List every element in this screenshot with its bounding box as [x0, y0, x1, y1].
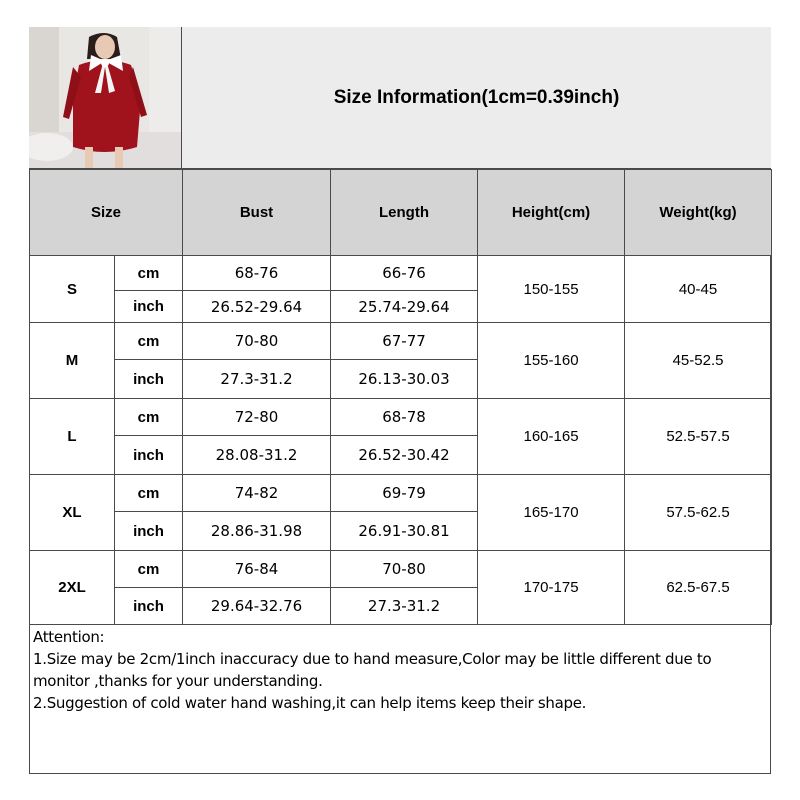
weight-range: 52.5-57.5 — [625, 399, 772, 475]
unit-inch: inch — [115, 360, 183, 399]
height-range: 170-175 — [478, 551, 625, 625]
bust-cm: 74-82 — [183, 475, 331, 512]
length-cm: 70-80 — [331, 551, 478, 588]
bust-cm: 70-80 — [183, 323, 331, 360]
size-table — [29, 169, 772, 625]
height-range: 160-165 — [478, 399, 625, 475]
length-inch: 27.3-31.2 — [331, 588, 478, 625]
unit-cm: cm — [115, 551, 183, 588]
bust-cm: 72-80 — [183, 399, 331, 436]
weight-range: 62.5-67.5 — [625, 551, 772, 625]
bust-cm: 76-84 — [183, 551, 331, 588]
bust-inch: 29.64-32.76 — [183, 588, 331, 625]
unit-inch: inch — [115, 436, 183, 475]
unit-cm: cm — [115, 399, 183, 436]
unit-cm: cm — [115, 256, 183, 291]
size-label: L — [30, 399, 115, 475]
unit-cm: cm — [115, 475, 183, 512]
table-row — [30, 323, 772, 360]
unit-cm: cm — [115, 323, 183, 360]
height-range: 150-155 — [478, 256, 625, 323]
table-row — [30, 551, 772, 588]
bust-inch: 28.08-31.2 — [183, 436, 331, 475]
notes-line-1: 1.Size may be 2cm/1inch inaccuracy due to hand measure,Color may be little different due to monitor ,thanks for your understanding. — [33, 650, 712, 690]
header-weight: Weight(kg) — [625, 170, 772, 256]
title-text: Size Information(1cm=0.39inch) — [333, 86, 620, 108]
unit-inch: inch — [115, 588, 183, 625]
length-cm: 66-76 — [331, 256, 478, 291]
unit-inch: inch — [115, 291, 183, 323]
table-row — [30, 475, 772, 512]
size-label: 2XL — [30, 551, 115, 625]
table-header-row — [30, 170, 772, 256]
bust-inch: 26.52-29.64 — [183, 291, 331, 323]
header-bust: Bust — [183, 170, 331, 256]
height-range: 155-160 — [478, 323, 625, 399]
dress-model-image — [29, 27, 182, 169]
size-label: M — [30, 323, 115, 399]
header-length: Length — [331, 170, 478, 256]
header-height: Height(cm) — [478, 170, 625, 256]
length-cm: 69-79 — [331, 475, 478, 512]
length-inch: 26.52-30.42 — [331, 436, 478, 475]
unit-inch: inch — [115, 512, 183, 551]
length-inch: 26.91-30.81 — [331, 512, 478, 551]
length-cm: 68-78 — [331, 399, 478, 436]
weight-range: 40-45 — [625, 256, 772, 323]
height-range: 165-170 — [478, 475, 625, 551]
size-label: XL — [30, 475, 115, 551]
table-row — [30, 399, 772, 436]
weight-range: 57.5-62.5 — [625, 475, 772, 551]
header-size: Size — [30, 170, 183, 256]
length-inch: 26.13-30.03 — [331, 360, 478, 399]
bust-cm: 68-76 — [183, 256, 331, 291]
length-inch: 25.74-29.64 — [331, 291, 478, 323]
size-information-title — [182, 27, 771, 169]
notes-heading: Attention: — [33, 628, 105, 646]
weight-range: 45-52.5 — [625, 323, 772, 399]
table-row — [30, 256, 772, 291]
product-photo — [29, 27, 182, 169]
attention-notes — [33, 626, 767, 714]
notes-line-2: 2.Suggestion of cold water hand washing,it can help items keep their shape. — [33, 694, 587, 712]
size-label: S — [30, 256, 115, 323]
bust-inch: 27.3-31.2 — [183, 360, 331, 399]
bust-inch: 28.86-31.98 — [183, 512, 331, 551]
length-cm: 67-77 — [331, 323, 478, 360]
